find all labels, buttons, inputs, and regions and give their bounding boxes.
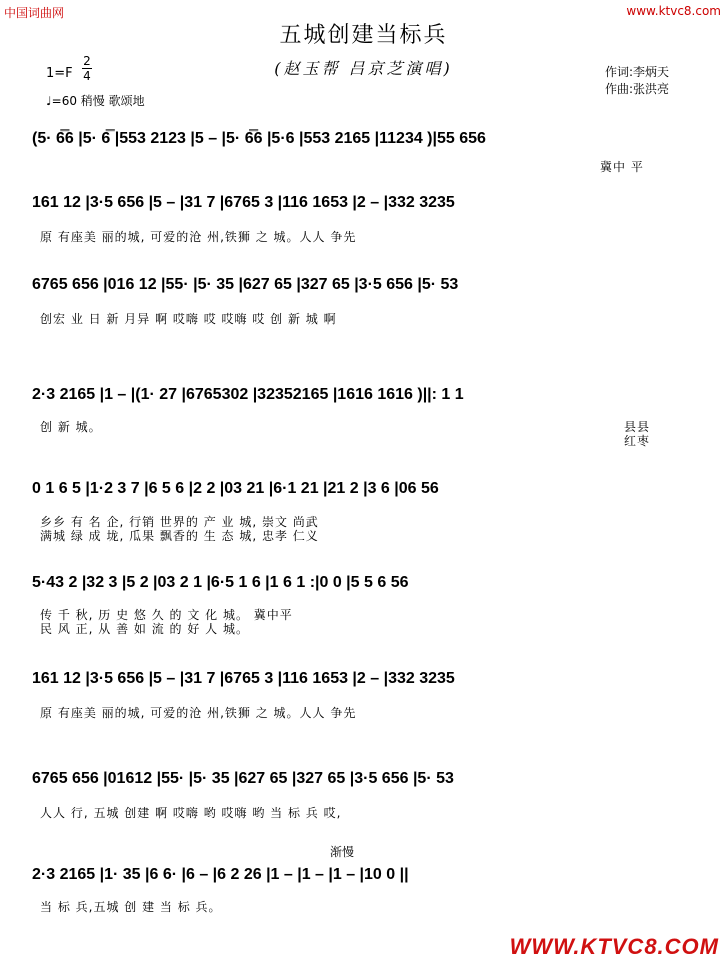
lyric-line-5-verse1: 乡乡 有 名 企, 行销 世界的 产 业 城, 崇文 尚武 xyxy=(40,515,319,529)
site-url-right: www.ktvc8.com xyxy=(626,4,721,18)
song-subtitle: (赵玉帮 吕京芝演唱) xyxy=(274,59,453,78)
composer: 作曲:张洪亮 xyxy=(605,82,670,96)
site-name-left: 中国词曲网 xyxy=(4,6,65,20)
staff-line-3: 6765 656 |016 12 |55· |5· 35 |627 65 |327 65 |3·5 656 |5· 53 xyxy=(32,276,459,293)
meter-top: 2 xyxy=(83,54,91,68)
song-title: 五城创建当标兵 xyxy=(279,23,448,48)
staff-line-9: 2·3 2165 |1· 35 |6 6· |6 – |6 2 26 |1 – |1 – |1 – |10 0 || xyxy=(32,866,409,883)
lyric-line-3: 创宏 业 日 新 月异 啊 哎嗨 哎 哎嗨 哎 创 新 城 啊 xyxy=(40,312,337,326)
staff-line-2: 161 12 |3·5 656 |5 – |31 7 |6765 3 |116 1653 |2 – |332 3235 xyxy=(32,194,455,211)
tempo-change-marking: 渐慢 xyxy=(330,845,355,859)
staff-line-6: 5·43 2 |32 3 |5 2 |03 2 1 |6·5 1 6 |1 6 1 :|0 0 |5 5 6 56 xyxy=(32,574,409,591)
meter-bottom: 4 xyxy=(83,69,91,83)
staff-line-5: 0 1 6 5 |1·2 3 7 |6 5 6 |2 2 |03 21 |6·1 21 |21 2 |3 6 |06 56 xyxy=(32,480,439,497)
lyric-line-4-verse1: 县县 xyxy=(624,420,651,434)
lyric-line-6-verse1: 传 千 秋, 历 史 悠 久 的 文 化 城。 冀中平 xyxy=(40,608,293,622)
lyric-line-1: 冀中 平 xyxy=(600,160,644,174)
lyric-line-6-verse2: 民 风 正, 从 善 如 流 的 好 人 城。 xyxy=(40,622,249,636)
lyric-line-4: 创 新 城。 xyxy=(40,420,102,434)
lyric-line-4-verse2: 红枣 xyxy=(624,434,651,448)
watermark-logo: WWW.KTVC8.COM xyxy=(509,934,719,959)
lyric-line-9: 当 标 兵,五城 创 建 当 标 兵。 xyxy=(40,900,222,914)
tempo-marking: ♩=60 稍慢 歌颂地 xyxy=(46,94,145,108)
key-signature: 1=F xyxy=(46,66,73,81)
staff-line-7: 161 12 |3·5 656 |5 – |31 7 |6765 3 |116 1653 |2 – |332 3235 xyxy=(32,670,455,687)
lyric-line-7: 原 有座美 丽的城, 可爱的沧 州,铁狮 之 城。人人 争先 xyxy=(40,706,357,720)
lyric-line-8: 人人 行, 五城 创建 啊 哎嗨 哟 哎嗨 哟 当 标 兵 哎, xyxy=(40,806,342,820)
lyric-line-2: 原 有座美 丽的城, 可爱的沧 州,铁狮 之 城。人人 争先 xyxy=(40,230,357,244)
staff-line-1: (5· 6̿6 |5· 6̿ |553 2123 |5 – |5· 6̿6 |5·6 |553 2165 |11234 )|55 656 xyxy=(32,130,486,147)
credits xyxy=(605,64,669,98)
lyricist: 作词:李炳天 xyxy=(605,65,670,79)
staff-line-8: 6765 656 |01612 |55· |5· 35 |627 65 |327 65 |3·5 656 |5· 53 xyxy=(32,770,454,787)
staff-line-4: 2·3 2165 |1 – |(1· 27 |6765302 |32352165 |1616 1616 )||: 1 1 xyxy=(32,386,464,403)
lyric-line-5-verse2: 满城 绿 成 垅, 瓜果 飘香的 生 态 城, 忠孝 仁义 xyxy=(40,529,319,543)
time-signature xyxy=(82,54,92,83)
